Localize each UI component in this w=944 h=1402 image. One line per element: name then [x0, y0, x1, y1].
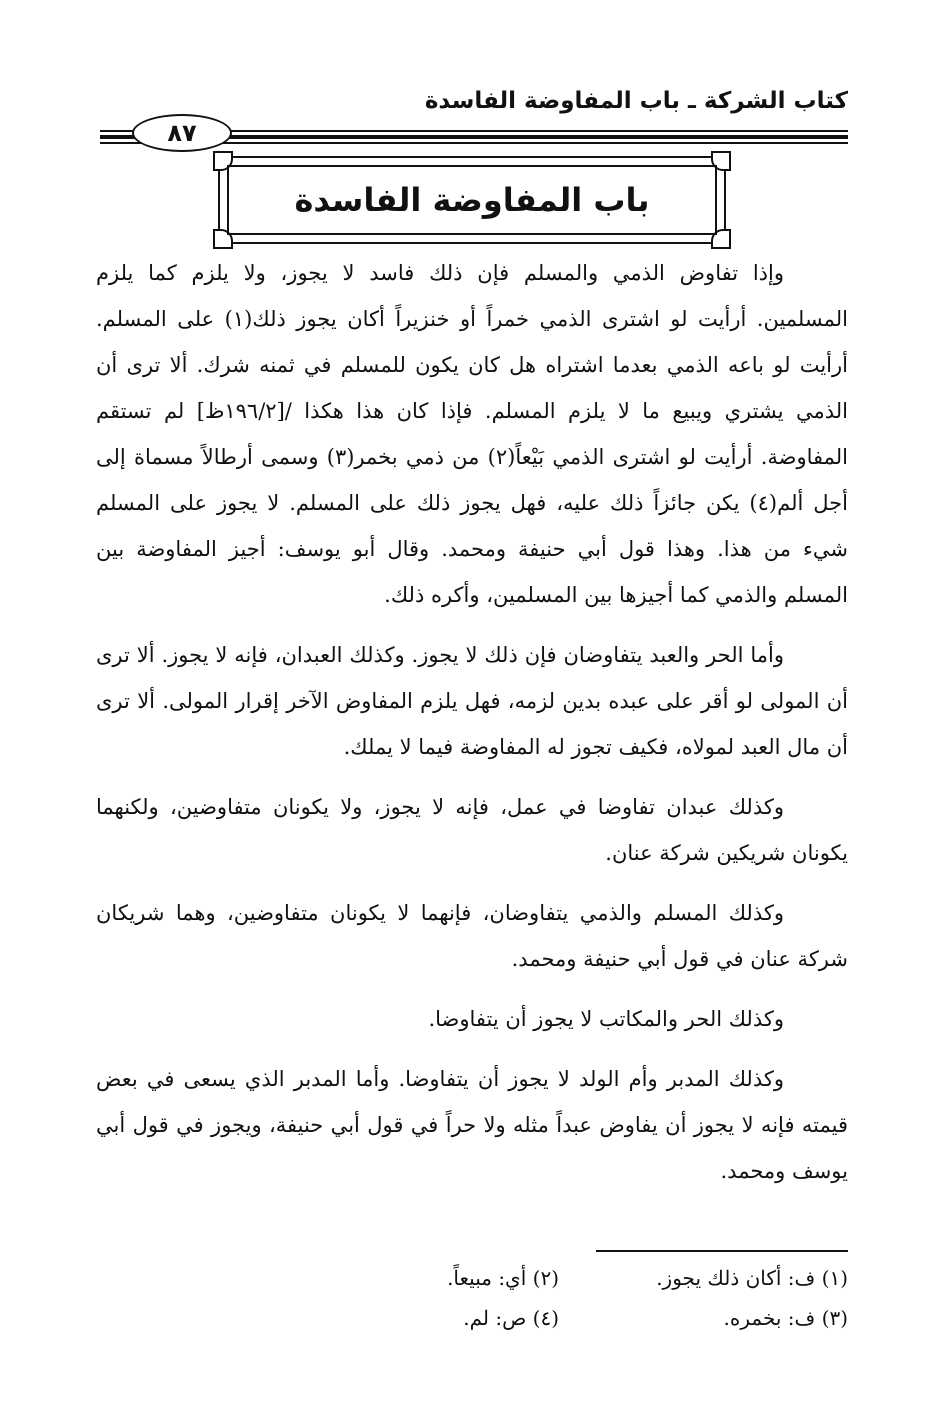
running-title: كتاب الشركة ـ باب المفاوضة الفاسدة	[424, 88, 848, 114]
footnote: (٣) ف: بخمره.	[723, 1306, 848, 1330]
footnote: (٤) ص: لم.	[463, 1306, 559, 1330]
chapter-title: باب المفاوضة الفاسدة	[294, 181, 650, 219]
paragraph: وكذلك المدبر وأم الولد لا يجوز أن يتفاوضا. وأما المدبر الذي يسعى في بعض قيمته فإنه لا يجوز أن يفاوض عبداً مثله ولا حراً في قول أبي حنيفة، ويجوز في قول أبي يوسف ومحمد.	[96, 1067, 848, 1183]
footnotes	[300, 1258, 848, 1338]
paragraph: وكذلك المسلم والذمي يتفاوضان، فإنهما لا يكونان متفاوضين، وهما شريكان شركة عنان في قول أبي حنيفة ومحمد.	[96, 901, 848, 971]
paragraph: وكذلك عبدان تفاوضا في عمل، فإنه لا يجوز، ولا يكونان متفاوضين، ولكنهما يكونان شريكين شركة عنان.	[96, 795, 848, 865]
paragraph: وكذلك الحر والمكاتب لا يجوز أن يتفاوضا.	[428, 1007, 784, 1031]
chapter-title-frame	[218, 156, 726, 244]
footnote: (٢) أي: مبيعاً.	[447, 1266, 559, 1290]
main-text	[96, 250, 848, 1194]
paragraph: وأما الحر والعبد يتفاوضان فإن ذلك لا يجوز. وكذلك العبدان، فإنه لا يجوز. ألا ترى أن المولى لو أقر على عبده بدين لزمه، فهل يلزم المفاوض الآخر إقرار المولى. ألا ترى أن مال العبد لمولاه، فكيف تجوز له المفاوضة فيما لا يملك.	[96, 643, 848, 759]
page-number: ٨٧	[132, 114, 232, 152]
footnote: (١) ف: أكان ذلك يجوز.	[656, 1266, 848, 1290]
footnote-separator	[596, 1250, 848, 1252]
paragraph: وإذا تفاوض الذمي والمسلم فإن ذلك فاسد لا يجوز، ولا يلزم كما يلزم المسلمين. أرأيت لو اشترى الذمي خمراً أو خنزيراً أكان يجوز ذلك(١) على المسلم. أرأيت لو باعه الذمي بعدما اشتراه هل كان يكون للمسلم في ثمنه شرك. ألا ترى أن الذمي يشتري ويبيع ما لا يلزم المسلم. فإذا كان هذا هكذا /[١٩٦/٢ظ] لم تستقم المفاوضة. أرأيت لو اشترى الذمي بَيْعاً(٢) من ذمي بخمر(٣) وسمى أرطالاً مسماة إلى أجل ألم(٤) يكن جائزاً ذلك عليه، فهل يجوز ذلك على المسلم. لا يجوز على المسلم شيء من هذا. وهذا قول أبي حنيفة ومحمد. وقال أبو يوسف: أجيز المفاوضة بين المسلم والذمي كما أجيزها بين المسلمين، وأكره ذلك.	[96, 261, 848, 607]
